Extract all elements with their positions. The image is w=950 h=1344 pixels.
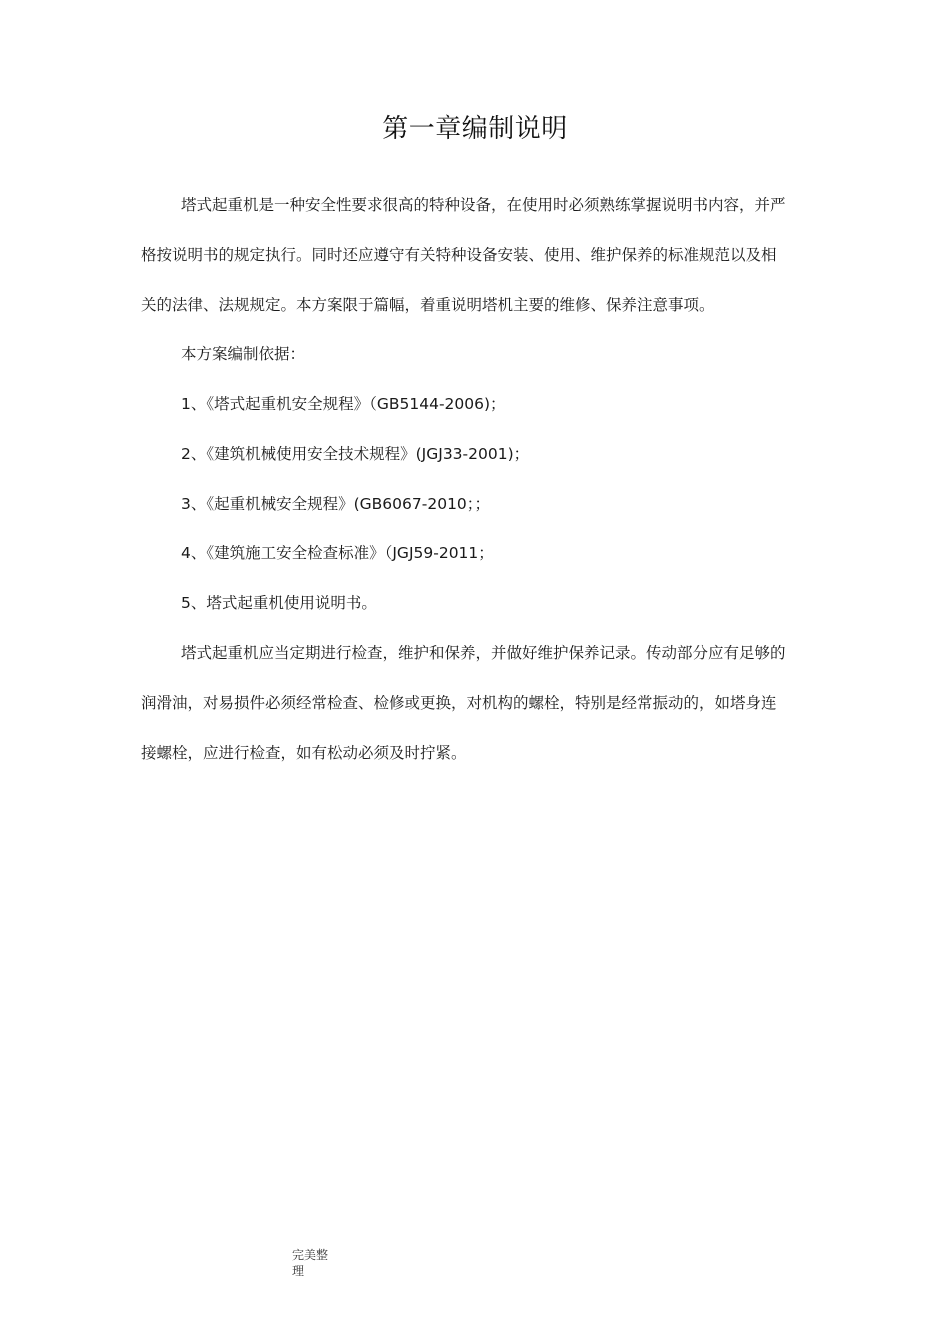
basis-heading: 本方案编制依据： (181, 345, 306, 363)
closing-line-2: 润滑油，对易损件必须经常检查、检修或更换，对机构的螺栓，特别是经常振动的，如塔身连 (141, 694, 777, 712)
basis-item-2: 2、《建筑机械使用安全技术规程》(JGJ33-2001)； (181, 445, 530, 463)
intro-line-2: 格按说明书的规定执行。同时还应遵守有关特种设备安装、使用、维护保养的标准规范以及相 (141, 246, 777, 264)
intro-line-1: 塔式起重机是一种安全性要求很高的特种设备，在使用时必须熟练掌握说明书内容，并严 (181, 196, 786, 214)
intro-line-3: 关的法律、法规规定。本方案限于篇幅，着重说明塔机主要的维修、保养注意事项。 (141, 296, 715, 314)
basis-item-3: 3、《起重机械安全规程》(GB6067-2010；； (181, 495, 491, 513)
footer-line-2: 理 (292, 1264, 305, 1278)
footer-note (292, 1247, 342, 1279)
closing-line-3: 接螺栓，应进行检查，如有松动必须及时拧紧。 (141, 744, 467, 762)
basis-item-4: 4、《建筑施工安全检查标准》（JGJ59-2011； (181, 544, 494, 562)
footer-line-1: 完美整 (292, 1248, 329, 1262)
chapter-title: 第一章编制说明 (382, 114, 568, 144)
closing-line-1: 塔式起重机应当定期进行检查，维护和保养，并做好维护保养记录。传动部分应有足够的 (181, 644, 786, 662)
basis-item-1: 1、《塔式起重机安全规程》（GB5144-2006)； (181, 395, 506, 413)
basis-item-5: 5、塔式起重机使用说明书。 (181, 594, 377, 612)
